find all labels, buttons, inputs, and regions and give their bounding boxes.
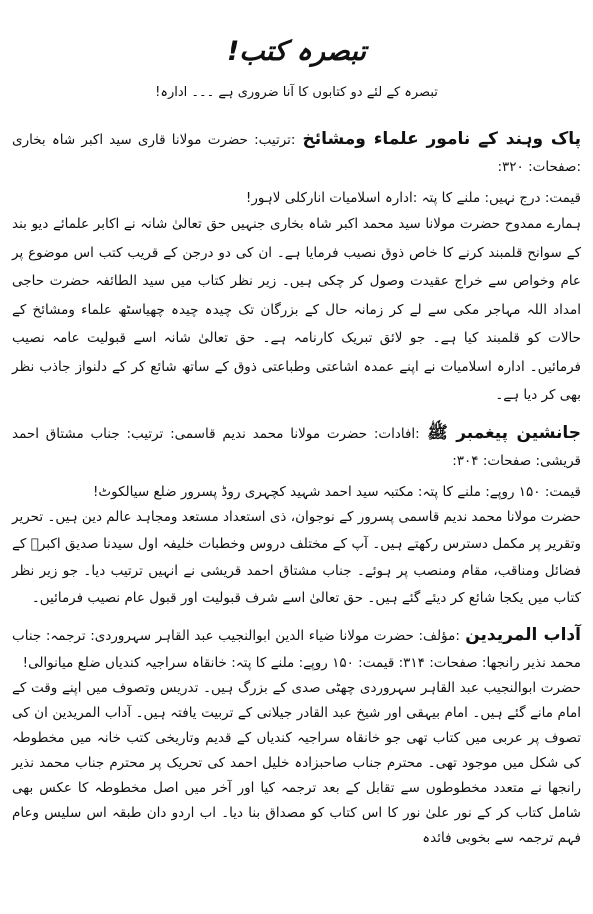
review-meta: :ترتیب: حضرت مولانا قاری سید اکبر شاہ بخاری :صفحات: ۳۲۰:	[12, 132, 581, 175]
page-subtitle: تبصرہ کے لئے دو کتابوں کا آنا ضروری ہے ۔۔۔ ادارہ!	[155, 85, 438, 100]
review-book-title: آداب المریدین	[465, 624, 581, 645]
page-title: تبصرہ کتب!	[226, 36, 367, 67]
review-body: ہمارے ممدوح حضرت مولانا سید محمد اکبر شاہ بخاری جنہیں حق تعالیٰ شانہ نے اکابر علمائے دیو بند کے سوانح قلمبند کرنے کا خاص ذوق نصیب فرمایا ہے۔ ان کی دو درجن کے قریب کتب اس موضوع پر عام وخواص سے خراج عقیدت وصول کر چکی ہیں۔ زیر نظر کتاب میں سید الطائفہ حضرت حاجی امداد اللہ مہاجر مکی سے لے کر زمانہ حال کے بزرگان تک چیدہ چیدہ چھیاسٹھ علماء ومشائخ کے حالات کو قلمبند کیا ہے۔ جو لائق تبریک کارنامہ ہے۔ حق تعالیٰ شانہ اسے قبولیت عامہ نصیب فرمائیں۔ ادارہ اسلامیات نے اپنے عمدہ اشاعتی وطباعتی ذوق کے ساتھ شائع کر کے دلنواز جاذب نظر بھی کر دیا ہے۔	[12, 216, 581, 403]
book-review	[12, 420, 581, 612]
review-book-title: پاک وہند کے نامور علماء ومشائخ	[302, 129, 581, 149]
review-price-line: قیمت: ۱۵۰ روپے: ملنے کا پتہ: مکتبہ سید احمد شہید کچہری روڈ پسرور ضلع سیالکوٹ!	[92, 483, 581, 500]
review-body: حضرت ابوالنجیب عبد القاہر سہروردی چھٹی صدی کے بزرگ ہیں۔ تدریس وتصوف میں اپنے وقت کے امام مانے گئے ہیں۔ امام بیہقی اور شیخ عبد القادر جیلانی کے تربیت یافتہ ہیں۔ آداب المریدین ان کی تصوف پر عربی میں کتاب تھی جو خانقاہ سراجیہ کندیاں کے قدیم وتاریخی کتب خانہ میں مخطوطہ کی شکل میں موجود تھی۔ محترم جناب صاحبزادہ خلیل احمد کی تحریک پر محترم جناب محمد نذیر رانجھا نے متعدد مخطوطوں سے تقابل کے بعد ترجمہ کیا اور آخر میں اصل مخطوطہ کا عکس بھی شامل کتاب کر کے نور علیٰ نور کا اس کتاب کو مصداق بنا دیا۔ اب اردو دان طبقہ اس سلیس وعام فہم ترجمہ سے بخوبی فائدہ	[12, 679, 581, 846]
book-review	[12, 126, 581, 410]
review-meta: :افادات: حضرت مولانا محمد ندیم قاسمی: ترتیب: جناب مشتاق احمد قریشی: صفحات: ۳۰۴:	[12, 425, 581, 469]
review-heading	[12, 622, 581, 676]
review-heading	[12, 126, 581, 180]
review-meta: :مؤلف: حضرت مولانا ضیاء الدین ابوالنجیب عبد القاہر سہروردی: ترجمہ: جناب محمد نذیر رانجھا: صفحات: ۳۱۴: قیمت: ۱۵۰ روپے: ملنے کا پتہ: خانقاہ سراجیہ کندیاں ضلع میانوالی!	[12, 627, 581, 671]
review-body: حضرت مولانا محمد ندیم قاسمی پسرور کے نوجوان، ذی استعداد مستعد ومجاہد عالم دین ہیں۔ تحریر وتقریر پر مکمل دسترس رکھتے ہیں۔ آپ کے مختلف دروس وخطبات خلیفہ اول سیدنا صدیق اکبرؓ کے فضائل ومناقب، مقام ومنصب پر ہوئے۔ جناب مشتاق احمد قریشی نے انہیں ترتیب دیا۔ جو زیر نظر کتاب میں یکجا شائع کر دیئے گئے ہیں۔ حق تعالیٰ اسے شرف قبولیت اور قبول عام نصیب فرمائیں۔	[12, 508, 581, 606]
book-review	[12, 622, 581, 851]
review-heading	[12, 420, 581, 474]
review-book-title: جانشین پیغمبر ﷺ	[427, 422, 582, 443]
review-price-line: قیمت: درج نہیں: ملنے کا پتہ :ادارہ اسلامیات انارکلی لاہور!	[245, 190, 581, 206]
